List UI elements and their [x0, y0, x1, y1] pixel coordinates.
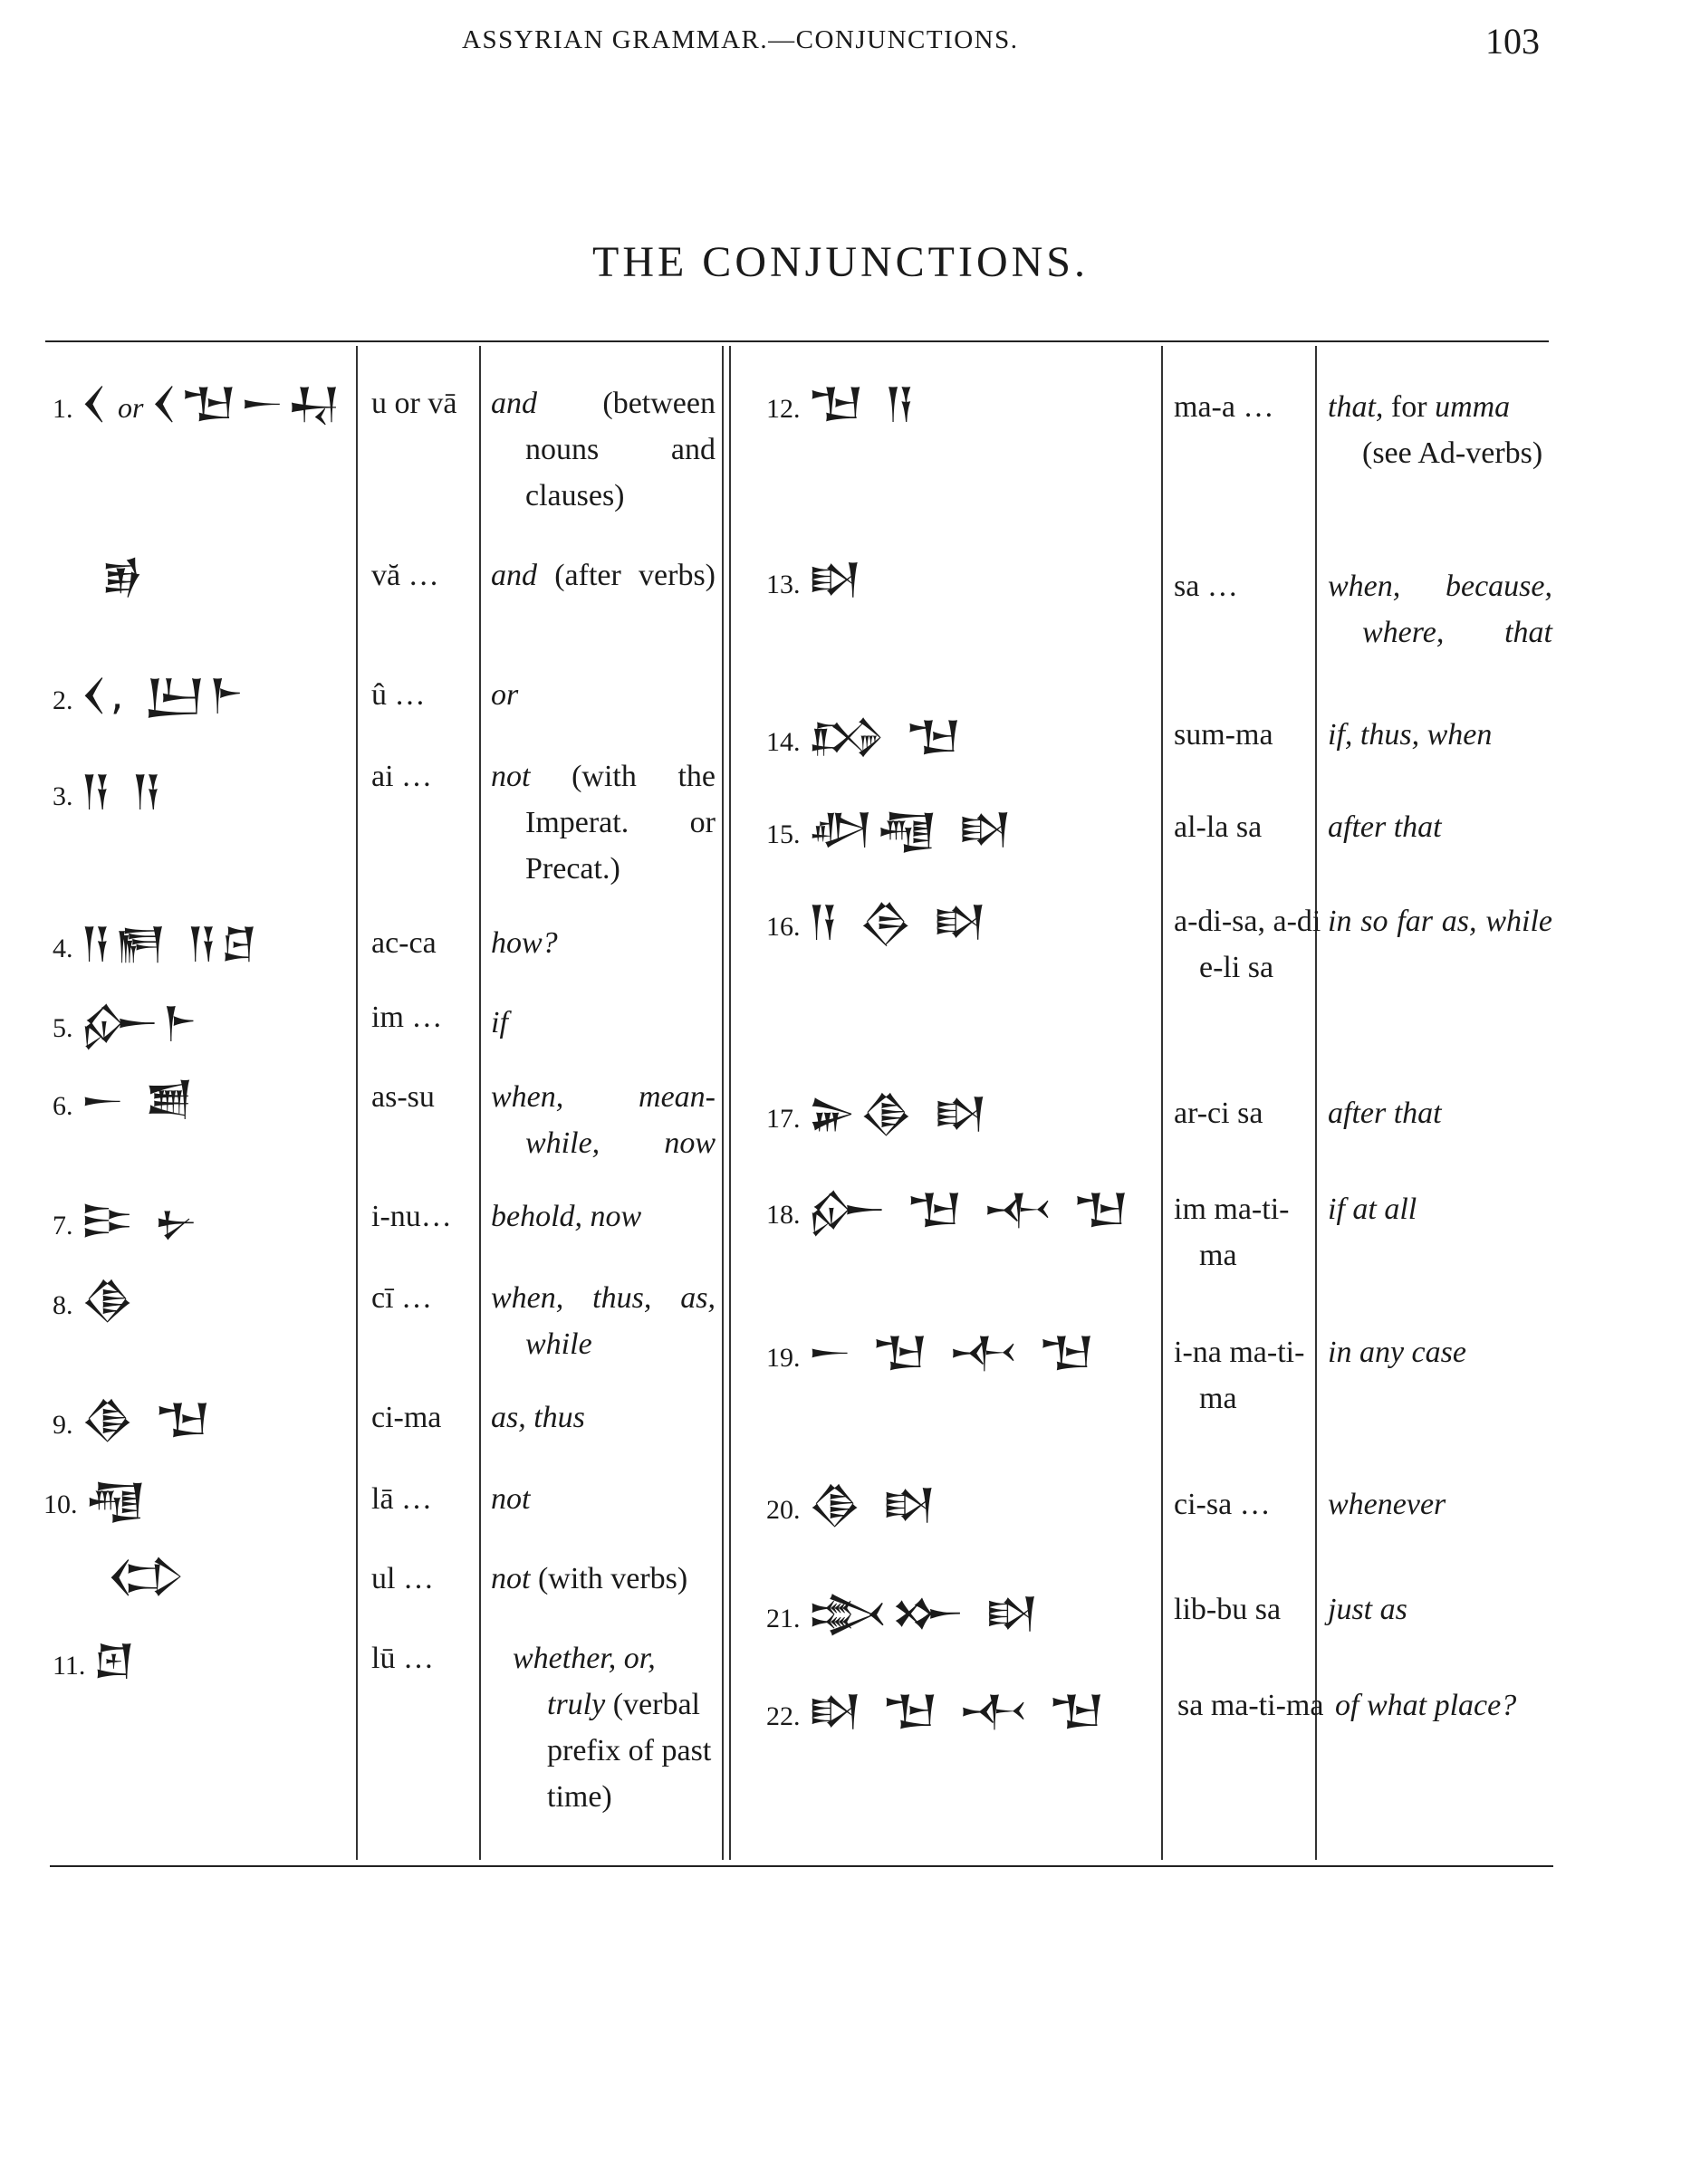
meaning-note: for	[1390, 390, 1427, 424]
cuneiform-sign: 𒅎𒈨	[81, 998, 202, 1047]
meaning-italic: umma	[1435, 390, 1511, 424]
meaning	[1328, 384, 1552, 476]
meaning	[1328, 563, 1552, 656]
cuneiform-sign: 𒇻	[92, 1635, 139, 1684]
cuneiform-sign: 𒌌	[107, 1552, 189, 1601]
transliteration: sa ma-ti-ma	[1177, 1689, 1324, 1722]
meaning-italic: if at all	[1328, 1193, 1417, 1226]
transliteration: ac-ca	[371, 926, 437, 960]
transliteration: lū …	[371, 1642, 434, 1675]
entry-number: 2.	[53, 685, 73, 715]
entry-number: 5.	[53, 1013, 73, 1043]
transliteration: û …	[371, 678, 426, 712]
table-row	[53, 1197, 201, 1249]
meaning	[491, 1394, 716, 1441]
meaning-italic: if, thus, when	[1328, 718, 1493, 752]
meaning-italic: just as	[1328, 1593, 1407, 1626]
meaning-italic: when, mean-while, now	[491, 1080, 716, 1160]
meaning-note: (with the Imperat. or Precat.)	[525, 760, 716, 886]
meaning-italic: that,	[1328, 390, 1384, 424]
table-row	[766, 1590, 1042, 1642]
table-row	[53, 1000, 201, 1051]
meaning-italic: how?	[491, 926, 558, 960]
transliteration: ci-sa …	[1174, 1488, 1271, 1521]
entry-number: 1.	[53, 394, 73, 424]
entry-number: 15.	[766, 819, 801, 849]
table-row	[53, 768, 166, 819]
cuneiform-sign: 𒆠	[81, 1275, 139, 1324]
cuneiform-sign: 𒀀 𒁲 𒊭	[808, 896, 991, 945]
transliteration: cī …	[371, 1281, 433, 1315]
cuneiform-sign: 𒀸 𒈠 𒋾 𒈠	[808, 1327, 1099, 1376]
entry-number: 6.	[53, 1091, 73, 1121]
transliteration: i-na ma-ti-ma	[1174, 1336, 1305, 1415]
cuneiform-sign: 𒌋𒈠𒀸𒄷	[150, 378, 344, 427]
meaning-italic: after that	[1328, 810, 1442, 844]
meaning	[1328, 712, 1552, 758]
meaning-note: (between nouns and clauses)	[525, 387, 716, 512]
table-row	[766, 380, 918, 432]
table-row	[53, 1396, 215, 1448]
transliteration: a-di-sa, a-di e-li sa	[1174, 905, 1321, 984]
meaning	[491, 753, 716, 892]
entry-number: 22.	[766, 1701, 801, 1731]
cuneiform-sign: 𒂊	[101, 549, 148, 598]
entry-number: 10.	[43, 1490, 78, 1519]
transliteration: ma-a …	[1174, 390, 1274, 424]
meaning-italic: not	[491, 1562, 531, 1595]
meaning-italic: whether, or, truly	[513, 1642, 656, 1721]
page-number: 103	[1485, 21, 1540, 62]
table-row	[766, 1481, 939, 1533]
meaning-italic: when, because, where, that	[1328, 570, 1552, 649]
cuneiform-sign: 𒀠𒆷 𒊭	[808, 804, 1015, 853]
meaning	[491, 552, 716, 599]
meaning-italic: in any case	[1328, 1336, 1466, 1369]
meaning-italic: behold, now	[491, 1200, 642, 1233]
table-row	[766, 806, 1015, 857]
meaning	[1328, 1586, 1552, 1633]
transliteration: im ma-ti-ma	[1174, 1193, 1290, 1272]
meaning-italic: and	[491, 387, 537, 420]
meaning-italic: whenever	[1328, 1488, 1446, 1521]
entry-number: 3.	[53, 781, 73, 811]
cuneiform-sign: 𒀀𒂍 𒀀𒆪	[81, 918, 262, 967]
entry-number: 7.	[53, 1211, 73, 1240]
entry-number: 14.	[766, 727, 801, 757]
cuneiform-sign: 𒈠 𒀀	[808, 378, 918, 427]
table-row	[53, 1637, 139, 1689]
transliteration: ar-ci sa	[1174, 1097, 1263, 1130]
cuneiform-sign: 𒀸 𒋢	[81, 1076, 197, 1125]
meaning	[1328, 898, 1552, 944]
table-row	[53, 1078, 197, 1129]
entry-number: 19.	[766, 1343, 801, 1373]
column-rule	[729, 346, 731, 1860]
meaning-note: (after verbs)	[554, 559, 716, 592]
meaning-italic: when, thus, as, while	[491, 1281, 716, 1361]
table-row	[53, 920, 261, 972]
meaning-italic: if	[491, 1006, 508, 1039]
entry-number: 21.	[766, 1604, 801, 1633]
meaning	[491, 1476, 716, 1522]
table-row	[766, 898, 990, 950]
meaning-italic: not	[491, 1482, 531, 1516]
cuneiform-sign: 𒊭	[808, 554, 866, 603]
table-bottom-rule	[50, 1865, 1553, 1867]
meaning-italic: of what place?	[1335, 1689, 1517, 1722]
column-rule	[722, 346, 724, 1860]
meaning	[491, 1275, 716, 1367]
meaning	[1328, 804, 1552, 850]
meaning	[1328, 1186, 1552, 1232]
cuneiform-sign: 𒌋	[81, 378, 110, 427]
meaning	[1328, 1329, 1552, 1375]
entry-number: 13.	[766, 570, 801, 599]
transliteration: ai …	[371, 760, 433, 793]
cuneiform-sign: 𒋳 𒈠	[808, 712, 965, 761]
table-row	[53, 1277, 138, 1328]
table-row	[766, 1688, 1109, 1739]
entry-number: 20.	[766, 1495, 801, 1525]
cuneiform-sign: 𒊭 𒈠 𒋾 𒈠	[808, 1686, 1109, 1735]
transliteration: lā …	[371, 1482, 433, 1516]
meaning-note: (see Ad-verbs)	[1362, 436, 1543, 470]
table-row	[766, 714, 965, 765]
meaning-italic: in so far as, while	[1328, 905, 1552, 938]
meaning	[491, 1000, 716, 1046]
entry-number: 12.	[766, 394, 801, 424]
cuneiform-sign: 𒄿 𒉡	[81, 1195, 202, 1244]
meaning	[491, 920, 716, 966]
table-row	[53, 672, 247, 723]
meaning-italic: after that	[1328, 1097, 1442, 1130]
running-head: ASSYRIAN GRAMMAR.—CONJUNCTIONS.	[462, 25, 1019, 54]
table-row	[53, 380, 344, 432]
transliteration: ul …	[371, 1562, 434, 1595]
meaning	[491, 1074, 716, 1166]
transliteration: sum-ma	[1174, 718, 1273, 752]
cuneiform-sign: 𒅕𒆠 𒊭	[808, 1088, 991, 1137]
cuneiform-sign: 𒆠 𒊭	[808, 1480, 940, 1528]
table-row	[43, 1476, 149, 1528]
table-row	[101, 551, 148, 601]
table-top-rule	[45, 340, 1549, 342]
transliteration: as-su	[371, 1080, 435, 1114]
entry-number: 18.	[766, 1200, 801, 1230]
meaning	[491, 380, 716, 519]
entry-number: 8.	[53, 1290, 73, 1320]
transliteration: sa …	[1174, 570, 1238, 603]
page-title: THE CONJUNCTIONS.	[592, 238, 1089, 286]
cuneiform-sign: 𒀀 𒀀	[81, 766, 166, 815]
table-row	[766, 556, 865, 608]
transliteration: i-nu…	[371, 1200, 452, 1233]
entry-number: 16.	[766, 912, 801, 942]
transliteration: vă …	[371, 559, 439, 592]
meaning	[1328, 1481, 1552, 1528]
or-label: or	[117, 391, 144, 424]
cuneiform-sign: 𒌋, 𒌨𒈨	[81, 670, 248, 719]
meaning	[1328, 1090, 1552, 1136]
entry-number: 9.	[53, 1410, 73, 1440]
meaning	[491, 1193, 716, 1240]
cuneiform-sign: 𒇸𒁍 𒊭	[808, 1588, 1042, 1637]
meaning-italic: and	[491, 559, 537, 592]
cuneiform-sign: 𒆷	[85, 1474, 150, 1523]
cuneiform-sign: 𒆠 𒈠	[81, 1394, 215, 1443]
transliteration: ci-ma	[371, 1401, 442, 1434]
meaning	[491, 1556, 726, 1602]
table-row	[766, 1090, 991, 1142]
transliteration: im …	[371, 1001, 443, 1034]
meaning-italic: as, thus	[491, 1401, 585, 1434]
meaning-note: (verbal prefix of past time)	[547, 1688, 712, 1814]
cuneiform-sign: 𒅎 𒈠 𒋾 𒈠	[808, 1184, 1133, 1233]
entry-number: 11.	[53, 1651, 86, 1681]
table-row	[766, 1329, 1099, 1381]
transliteration: al-la sa	[1174, 810, 1263, 844]
meaning-italic: or	[491, 678, 519, 712]
meaning	[513, 1635, 719, 1820]
meaning-italic: not	[491, 760, 531, 793]
table-row	[766, 1186, 1133, 1238]
column-rule	[1161, 346, 1163, 1860]
entry-number: 17.	[766, 1104, 801, 1134]
entry-number: 4.	[53, 934, 73, 963]
meaning	[1335, 1682, 1552, 1729]
meaning-note: (with verbs)	[537, 1562, 688, 1595]
transliteration: lib-bu sa	[1174, 1593, 1282, 1626]
transliteration: u or vā	[371, 387, 457, 420]
meaning	[491, 672, 716, 718]
column-rule	[1315, 346, 1317, 1860]
column-rule	[356, 346, 358, 1860]
table-row	[107, 1554, 188, 1604]
